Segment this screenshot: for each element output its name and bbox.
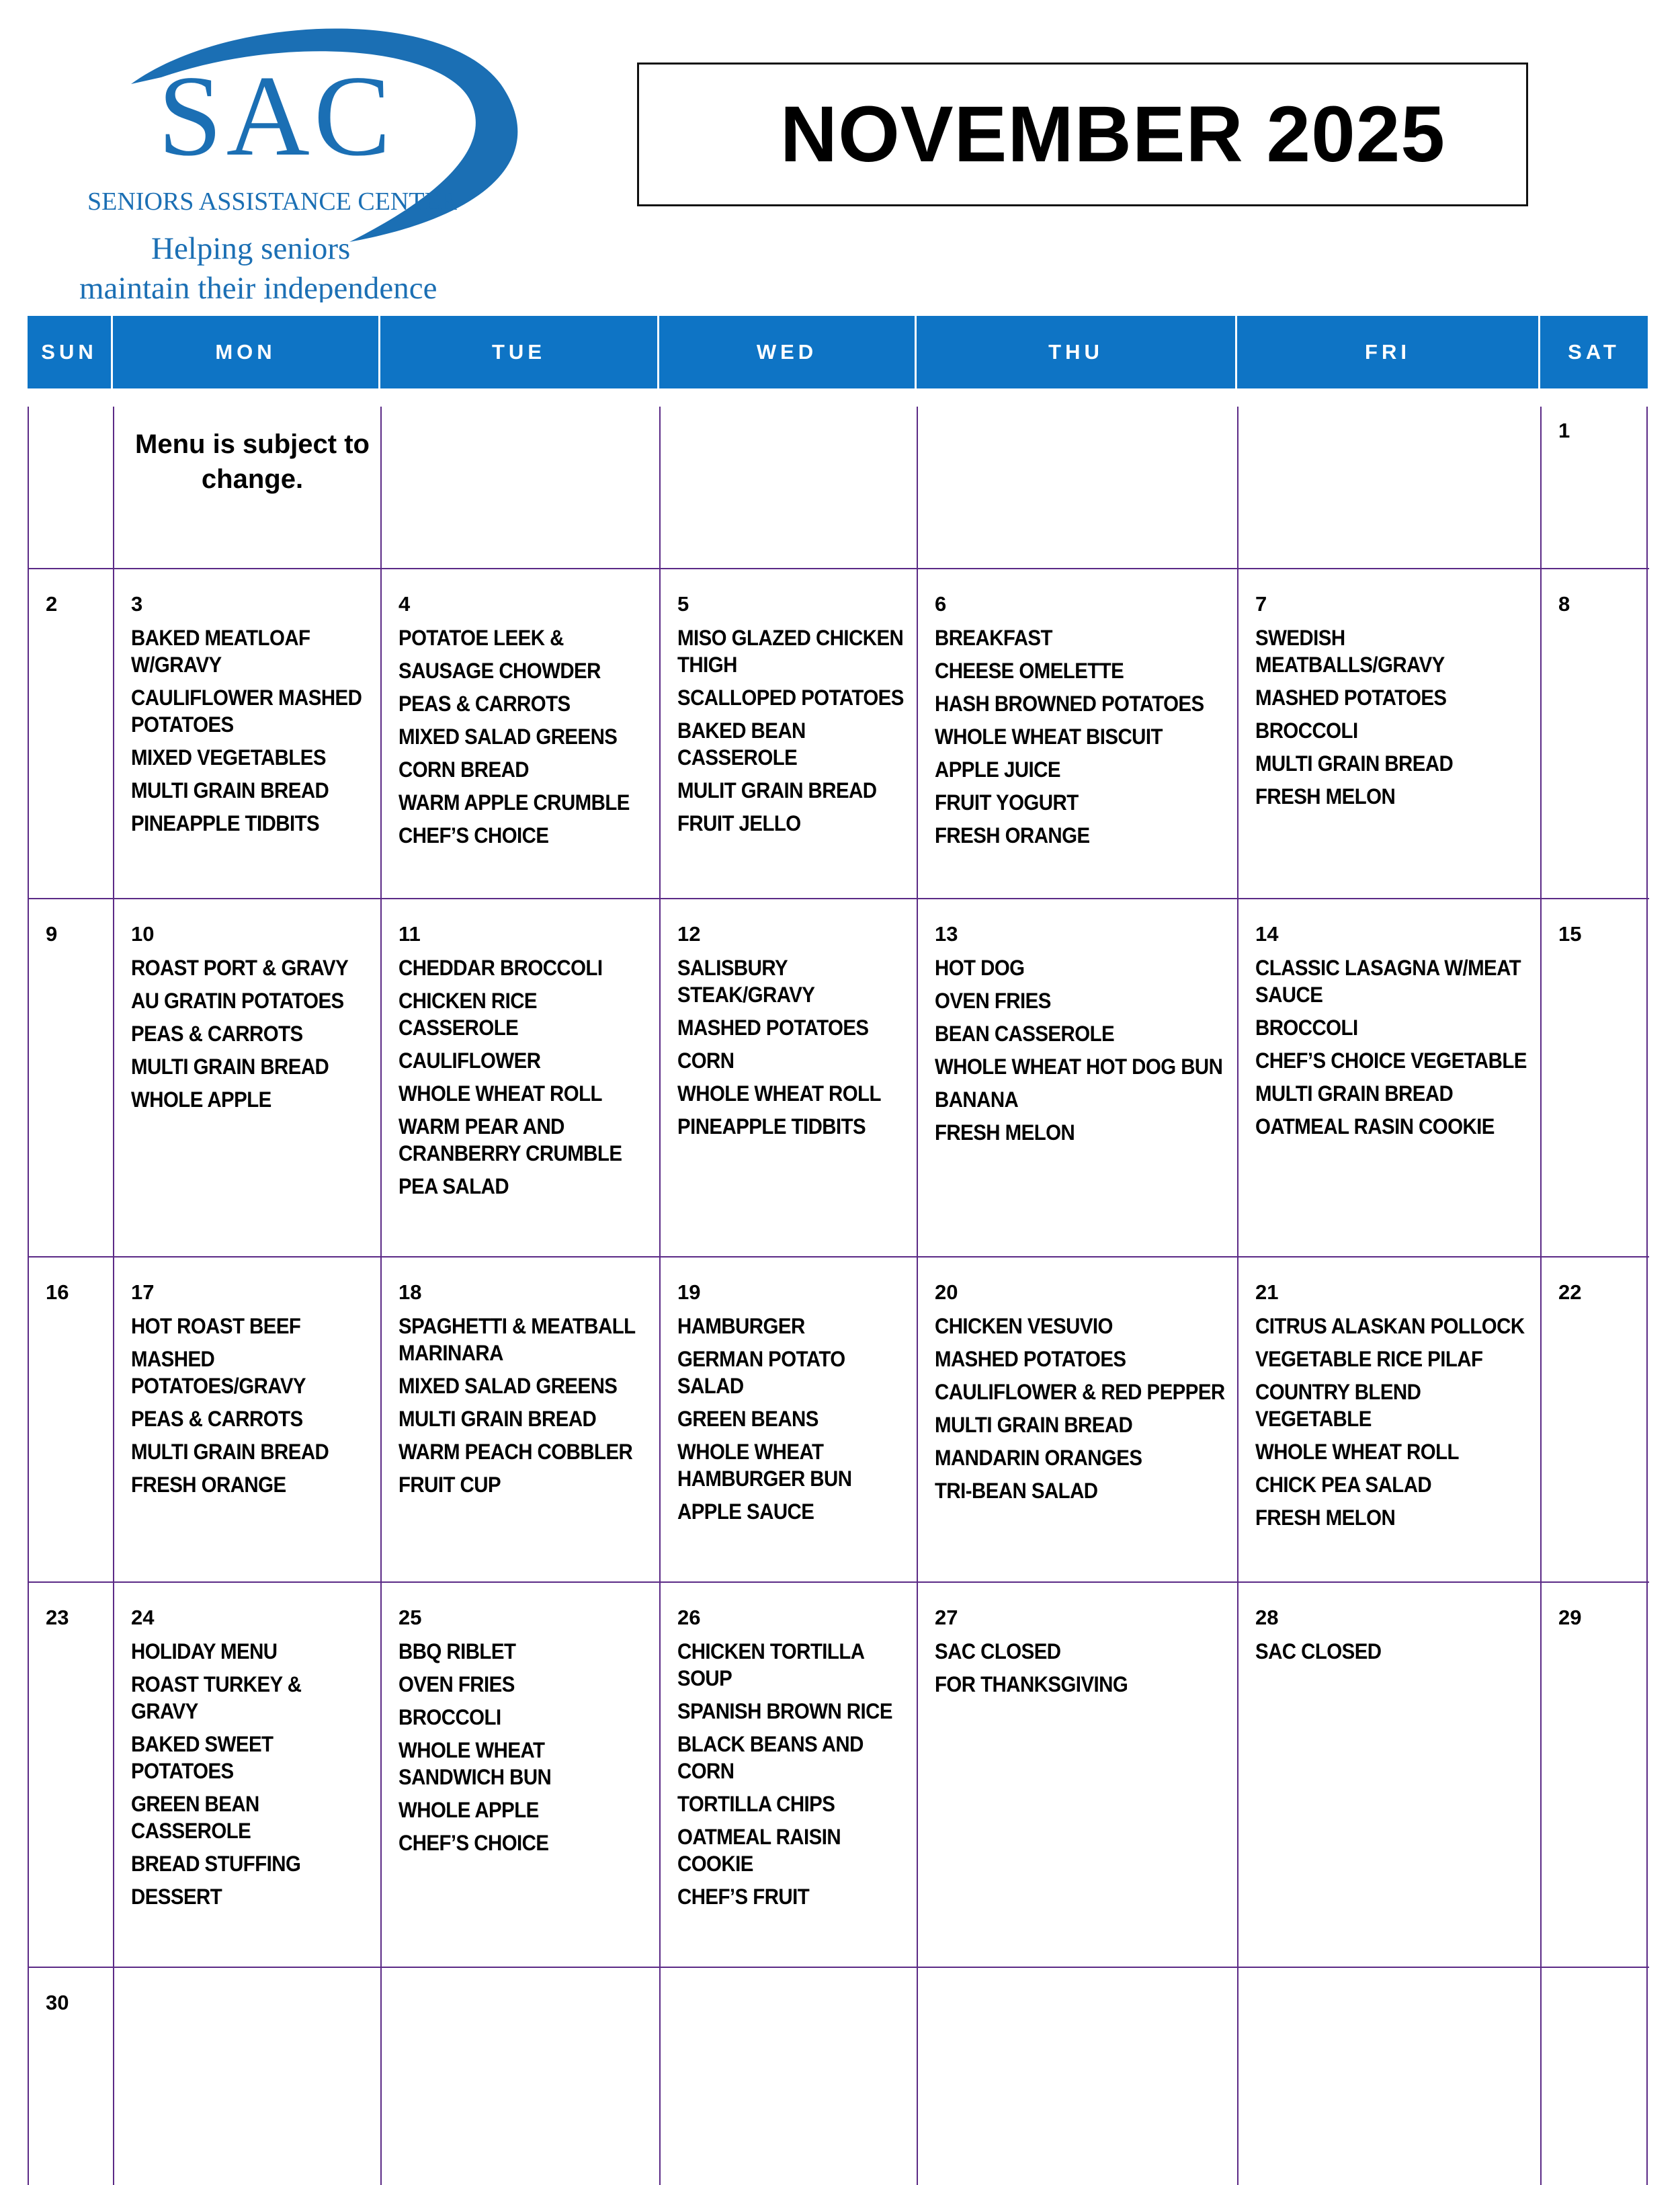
day-cell	[29, 407, 114, 569]
menu-item: MISO GLAZED CHICKEN THIGH	[677, 626, 904, 677]
menu-item: GERMAN POTATO SALAD	[677, 1347, 845, 1398]
day-number: 8	[1558, 592, 1570, 616]
day-cell	[29, 899, 114, 1258]
menu-item: HASH BROWNED POTATOES	[935, 692, 1204, 716]
menu-item: BROCCOLI	[1255, 1016, 1358, 1040]
menu-item: MULTI GRAIN BREAD	[398, 1407, 597, 1431]
menu-item: CAULIFLOWER MASHED POTATOES	[131, 686, 362, 737]
menu-item: CHEF’S CHOICE VEGETABLE	[1255, 1048, 1527, 1073]
day-number: 26	[677, 1606, 701, 1629]
weekday-thu: THU	[917, 316, 1237, 388]
day-number: 17	[131, 1280, 155, 1304]
day-cell	[29, 1968, 114, 2185]
day-number: 5	[677, 592, 689, 616]
day-cell	[661, 1258, 918, 1583]
menu-item: DESSERT	[131, 1885, 222, 1909]
day-cell	[114, 569, 382, 899]
menu-item: BANANA	[935, 1087, 1019, 1112]
day-number: 3	[131, 592, 143, 616]
menu-item: POTATOE LEEK &	[398, 626, 564, 650]
menu-item: SAC CLOSED	[935, 1639, 1061, 1663]
day-cell	[661, 899, 918, 1258]
menu-item: OATMEAL RAISIN COOKIE	[677, 1825, 841, 1876]
day-number: 10	[131, 922, 155, 946]
menu-item: SALISBURY STEAK/GRAVY	[677, 956, 815, 1007]
menu-item: CHEESE OMELETTE	[935, 659, 1124, 683]
day-cell	[1542, 569, 1649, 899]
menu-item: MIXED VEGETABLES	[131, 745, 326, 770]
menu-item: PEAS & CARROTS	[398, 692, 571, 716]
weekday-sun: SUN	[28, 316, 113, 388]
menu-item: HAMBURGER	[677, 1314, 805, 1338]
menu-item: MULTI GRAIN BREAD	[131, 1440, 329, 1464]
day-number: 18	[398, 1280, 422, 1304]
menu-item: CHEF’S CHOICE	[398, 1831, 549, 1855]
menu-item: CORN	[677, 1048, 734, 1073]
day-cell	[382, 1583, 661, 1968]
day-cell	[1238, 1968, 1542, 2185]
day-cell	[661, 1968, 918, 2185]
day-cell	[382, 1258, 661, 1583]
day-number: 11	[398, 922, 421, 946]
menu-item: FRESH ORANGE	[935, 823, 1090, 848]
menu-item: CAULIFLOWER & RED PEPPER	[935, 1380, 1225, 1404]
menu-item: FOR THANKSGIVING	[935, 1672, 1128, 1696]
day-number: 7	[1255, 592, 1267, 616]
menu-item: TORTILLA CHIPS	[677, 1792, 835, 1816]
day-number: 28	[1255, 1606, 1279, 1629]
menu-item: SCALLOPED POTATOES	[677, 686, 904, 710]
menu-item: APPLE JUICE	[935, 757, 1060, 782]
menu-item: FRESH MELON	[1255, 784, 1396, 809]
menu-item: BROCCOLI	[1255, 718, 1358, 743]
day-number: 21	[1255, 1280, 1279, 1304]
menu-item: SAC CLOSED	[1255, 1639, 1382, 1663]
menu-item: CHICKEN RICE CASSEROLE	[398, 989, 538, 1040]
weekday-mon: MON	[113, 316, 380, 388]
menu-item: VEGETABLE RICE PILAF	[1255, 1347, 1483, 1371]
menu-item: CITRUS ALASKAN POLLOCK	[1255, 1314, 1525, 1338]
day-number: 2	[46, 592, 58, 616]
day-number: 20	[935, 1280, 958, 1304]
day-number: 29	[1558, 1606, 1582, 1629]
menu-item: SPANISH BROWN RICE	[677, 1699, 892, 1723]
day-cell	[918, 1258, 1238, 1583]
menu-item: BBQ RIBLET	[398, 1639, 516, 1663]
day-number: 12	[677, 922, 701, 946]
menu-item: MULTI GRAIN BREAD	[131, 1055, 329, 1079]
menu-item: BEAN CASSEROLE	[935, 1022, 1115, 1046]
menu-item: WHOLE WHEAT HAMBURGER BUN	[677, 1440, 852, 1491]
menu-item: OVEN FRIES	[935, 989, 1051, 1013]
menu-item: MASHED POTATOES	[1255, 686, 1447, 710]
day-number: 22	[1558, 1280, 1582, 1304]
menu-item: MANDARIN ORANGES	[935, 1446, 1142, 1470]
menu-item: ROAST TURKEY & GRAVY	[131, 1672, 302, 1723]
logo-letters: SAC	[158, 52, 395, 180]
menu-item: WHOLE WHEAT BISCUIT	[935, 725, 1163, 749]
title-box	[637, 63, 1528, 206]
calendar-grid	[28, 407, 1648, 2185]
day-cell	[114, 407, 382, 569]
menu-item: BAKED MEATLOAF W/GRAVY	[131, 626, 310, 677]
menu-item: OVEN FRIES	[398, 1672, 515, 1696]
menu-item: GREEN BEANS	[677, 1407, 818, 1431]
menu-item: FRUIT JELLO	[677, 811, 801, 835]
menu-note: Menu is subject to change.	[135, 429, 370, 494]
menu-item: HOLIDAY MENU	[131, 1639, 278, 1663]
menu-item: FRUIT YOGURT	[935, 790, 1079, 815]
menu-item: FRESH ORANGE	[131, 1473, 286, 1497]
menu-item: ROAST PORT & GRAVY	[131, 956, 349, 980]
menu-item: WHOLE WHEAT ROLL	[398, 1081, 602, 1106]
menu-item: WARM PEACH COBBLER	[398, 1440, 633, 1464]
menu-item: OATMEAL RASIN COOKIE	[1255, 1114, 1495, 1139]
menu-item: TRI-BEAN SALAD	[935, 1479, 1098, 1503]
day-cell	[114, 1258, 382, 1583]
org-name: SENIORS ASSISTANCE CENTER	[87, 188, 458, 216]
day-cell	[114, 1968, 382, 2185]
day-cell	[382, 407, 661, 569]
menu-item: FRUIT CUP	[398, 1473, 501, 1497]
day-number: 6	[935, 592, 947, 616]
menu-item: MULTI GRAIN BREAD	[1255, 1081, 1454, 1106]
menu-item: CAULIFLOWER	[398, 1048, 541, 1073]
day-cell	[29, 1583, 114, 1968]
menu-item: PEAS & CARROTS	[131, 1407, 303, 1431]
menu-item: WHOLE WHEAT SANDWICH BUN	[398, 1738, 552, 1789]
menu-item: COUNTRY BLEND VEGETABLE	[1255, 1380, 1421, 1431]
menu-item: BROCCOLI	[398, 1705, 501, 1729]
day-number: 13	[935, 922, 958, 946]
day-cell	[29, 1258, 114, 1583]
day-cell	[1238, 569, 1542, 899]
menu-item: APPLE SAUCE	[677, 1499, 814, 1524]
menu-item: MASHED POTATOES/GRAVY	[131, 1347, 306, 1398]
menu-item: HOT ROAST BEEF	[131, 1314, 301, 1338]
day-cell	[661, 569, 918, 899]
day-cell	[1542, 1968, 1649, 2185]
weekday-header	[28, 316, 1648, 388]
day-cell	[1238, 1258, 1542, 1583]
menu-item: MIXED SALAD GREENS	[398, 1374, 618, 1398]
weekday-tue: TUE	[380, 316, 659, 388]
menu-item: BAKED BEAN CASSEROLE	[677, 718, 806, 770]
menu-item: BLACK BEANS AND CORN	[677, 1732, 864, 1783]
menu-item: FRESH MELON	[1255, 1506, 1396, 1530]
day-cell	[661, 1583, 918, 1968]
day-number: 30	[46, 1991, 69, 2014]
day-cell	[382, 1968, 661, 2185]
menu-item: WHOLE WHEAT ROLL	[1255, 1440, 1459, 1464]
menu-item: MIXED SALAD GREENS	[398, 725, 618, 749]
day-cell	[918, 569, 1238, 899]
day-cell	[918, 899, 1238, 1258]
menu-item: MASHED POTATOES	[677, 1016, 869, 1040]
menu-item: BREAKFAST	[935, 626, 1052, 650]
menu-item: GREEN BEAN CASSEROLE	[131, 1792, 259, 1843]
day-cell	[1542, 1258, 1649, 1583]
day-cell	[918, 1968, 1238, 2185]
tagline-line2: maintain their independence	[79, 271, 437, 302]
menu-item: WHOLE APPLE	[398, 1798, 539, 1822]
day-number: 24	[131, 1606, 155, 1629]
day-cell	[918, 407, 1238, 569]
menu-item: BREAD STUFFING	[131, 1852, 301, 1876]
menu-item: FRESH MELON	[935, 1120, 1075, 1145]
menu-item: HOT DOG	[935, 956, 1025, 980]
weekday-fri: FRI	[1237, 316, 1540, 388]
menu-item: CHICKEN VESUVIO	[935, 1314, 1113, 1338]
day-cell	[1542, 407, 1649, 569]
day-cell	[1238, 1583, 1542, 1968]
day-number: 27	[935, 1606, 958, 1629]
day-cell	[114, 899, 382, 1258]
menu-item: WHOLE APPLE	[131, 1087, 271, 1112]
weekday-wed: WED	[659, 316, 917, 388]
day-number: 4	[398, 592, 411, 616]
day-cell	[114, 1583, 382, 1968]
day-cell	[382, 899, 661, 1258]
menu-item: CHICKEN TORTILLA SOUP	[677, 1639, 864, 1690]
day-number: 9	[46, 922, 58, 946]
menu-item: AU GRATIN POTATOES	[131, 989, 344, 1013]
day-number: 15	[1558, 922, 1582, 946]
tagline-line1: Helping seniors	[151, 231, 351, 266]
menu-item: MULTI GRAIN BREAD	[1255, 751, 1454, 776]
menu-item: WHOLE WHEAT HOT DOG BUN	[935, 1055, 1223, 1079]
day-cell	[918, 1583, 1238, 1968]
menu-item: SAUSAGE CHOWDER	[398, 659, 601, 683]
menu-item: SPAGHETTI & MEATBALL MARINARA	[398, 1314, 636, 1365]
day-cell	[1542, 1583, 1649, 1968]
sac-logo	[67, 20, 524, 302]
menu-item: PINEAPPLE TIDBITS	[677, 1114, 866, 1139]
day-number: 16	[46, 1280, 69, 1304]
page-title: NOVEMBER 2025	[780, 90, 1446, 179]
day-number: 1	[1558, 419, 1570, 442]
day-number: 23	[46, 1606, 69, 1629]
weekday-sat: SAT	[1568, 340, 1620, 364]
menu-item: PEA SALAD	[398, 1174, 509, 1198]
menu-item: WHOLE WHEAT ROLL	[677, 1081, 881, 1106]
day-number: 25	[398, 1606, 422, 1629]
menu-item: WARM PEAR AND CRANBERRY CRUMBLE	[398, 1114, 622, 1165]
menu-item: PINEAPPLE TIDBITS	[131, 811, 320, 835]
day-cell	[29, 569, 114, 899]
menu-item: BAKED SWEET POTATOES	[131, 1732, 274, 1783]
menu-item: CHEDDAR BROCCOLI	[398, 956, 603, 980]
day-cell	[1542, 899, 1649, 1258]
day-cell	[661, 407, 918, 569]
menu-item: MULTI GRAIN BREAD	[935, 1413, 1133, 1437]
menu-item: CLASSIC LASAGNA W/MEAT SAUCE	[1255, 956, 1521, 1007]
day-cell	[382, 569, 661, 899]
menu-item: CORN BREAD	[398, 757, 530, 782]
day-cell	[1238, 407, 1542, 569]
menu-item: WARM APPLE CRUMBLE	[398, 790, 630, 815]
menu-item: CHEF’S FRUIT	[677, 1885, 810, 1909]
day-number: 14	[1255, 922, 1279, 946]
menu-item: MULTI GRAIN BREAD	[131, 778, 329, 802]
menu-item: MASHED POTATOES	[935, 1347, 1126, 1371]
menu-item: CHEF’S CHOICE	[398, 823, 549, 848]
menu-item: SWEDISH MEATBALLS/GRAVY	[1255, 626, 1445, 677]
menu-item: CHICK PEA SALAD	[1255, 1473, 1432, 1497]
day-number: 19	[677, 1280, 701, 1304]
menu-item: PEAS & CARROTS	[131, 1022, 303, 1046]
menu-item: MULIT GRAIN BREAD	[677, 778, 877, 802]
day-cell	[1238, 899, 1542, 1258]
